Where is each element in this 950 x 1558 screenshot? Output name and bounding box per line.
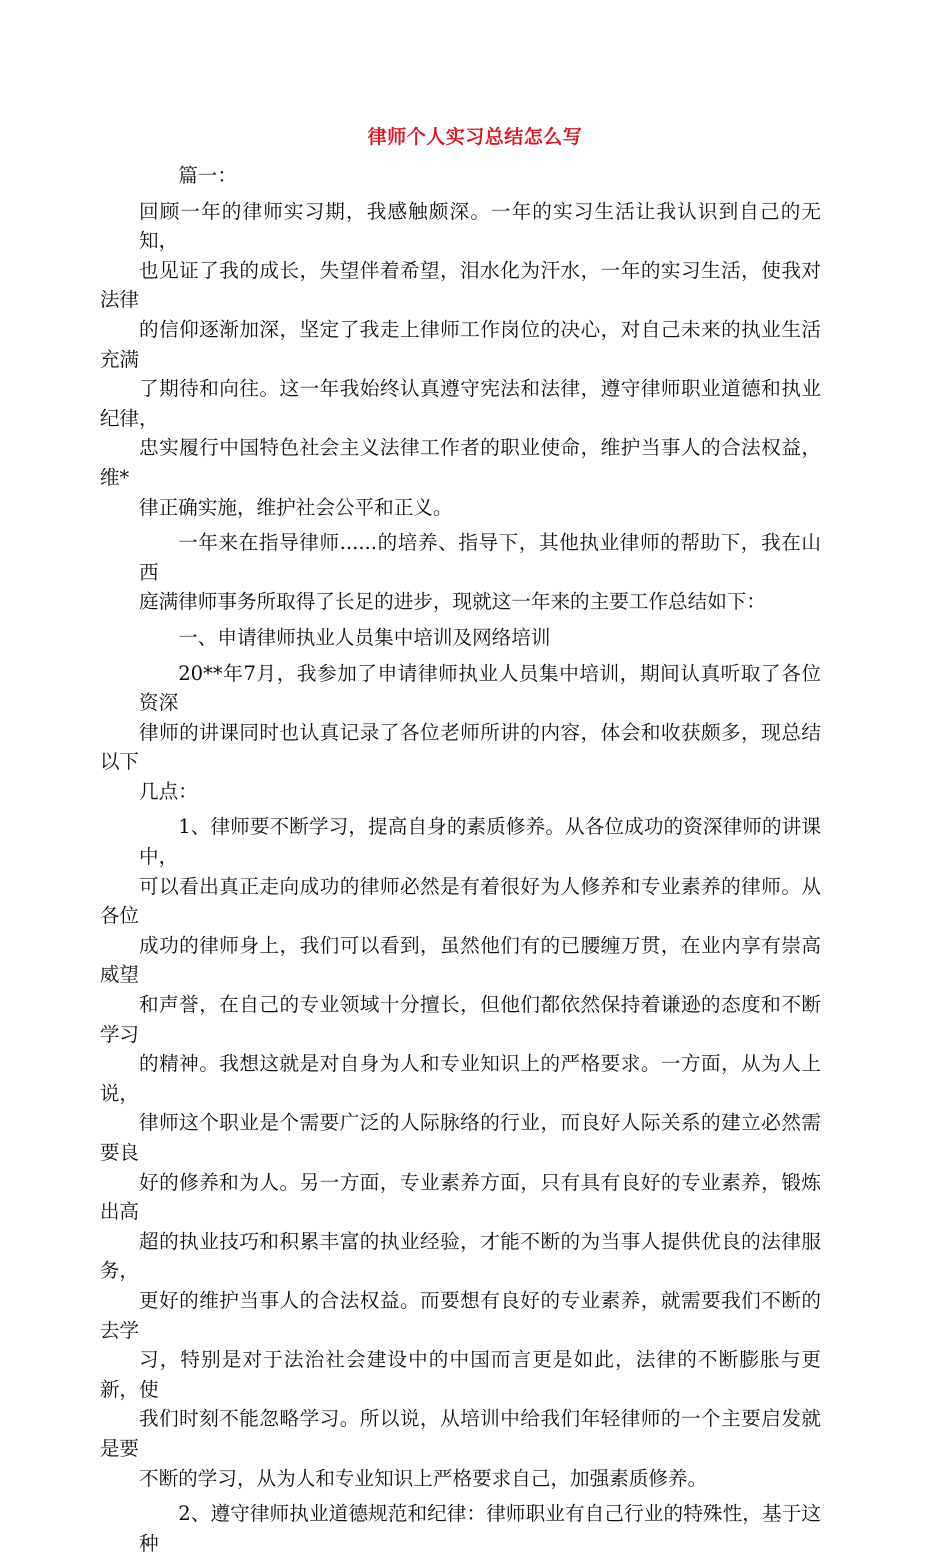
paragraph-5 bbox=[139, 1499, 821, 1558]
paragraph-4-line: 不断的学习，从为人和专业知识上严格要求自己，加强素质修养。 bbox=[139, 1466, 708, 1490]
paragraph-2 bbox=[139, 528, 821, 617]
paragraph-4-line: 成功的律师身上，我们可以看到，虽然他们有的已腰缠万贯，在业内享有崇高威望 bbox=[99, 933, 821, 987]
paragraph-4-line: 我们时刻不能忽略学习。所以说，从培训中给我们年轻律师的一个主要启发就是要 bbox=[99, 1407, 821, 1460]
document-title: 律师个人实习总结怎么写 bbox=[367, 126, 583, 148]
paragraph-3 bbox=[99, 659, 821, 807]
paragraph-4-line: 好的修养和为人。另一方面，专业素养方面，只有具有良好的专业素养，锻炼出高 bbox=[99, 1170, 821, 1224]
paragraph-1-line: 回顾一年的律师实习期，我感触颇深。一年的实习生活让我认识到自己的无知， bbox=[139, 199, 821, 253]
paragraph-4-line: 的精神。我想这就是对自身为人和专业知识上的严格要求。一方面，从为人上说， bbox=[99, 1052, 821, 1105]
paragraph-4-line: 律师这个职业是个需要广泛的人际脉络的行业，而良好人际关系的建立必然需要良 bbox=[99, 1111, 821, 1164]
paragraph-1-line: 了期待和向往。这一年我始终认真遵守宪法和法律，遵守律师职业道德和执业纪律， bbox=[99, 377, 821, 430]
section-1-heading: 一、申请律师执业人员集中培训及网络培训 bbox=[178, 625, 551, 649]
paragraph-4-line: 习，特别是对于法治社会建设中的中国而言更是如此，法律的不断膨胀与更新，使 bbox=[99, 1348, 821, 1401]
paragraph-3-line: 20**年7月，我参加了申请律师执业人员集中培训，期间认真听取了各位资深 bbox=[139, 661, 821, 715]
document-body bbox=[99, 161, 821, 1558]
paragraph-4-line: 可以看出真正走向成功的律师必然是有着很好为人修养和专业素养的律师。从各位 bbox=[99, 874, 821, 928]
paragraph-4-line: 1、律师要不断学习，提高自身的素质修养。从各位成功的资深律师的讲课中， bbox=[139, 815, 821, 869]
paragraph-3-line: 律师的讲课同时也认真记录了各位老师所讲的内容，体会和收获颇多，现总结以下 bbox=[99, 720, 821, 774]
paragraph-4-line: 和声誉，在自己的专业领域十分擅长，但他们都依然保持着谦逊的态度和不断学习 bbox=[99, 993, 821, 1046]
paragraph-2-line: 一年来在指导律师......的培养、指导下，其他执业律师的帮助下，我在山西 bbox=[139, 531, 821, 584]
part-label: 篇一： bbox=[178, 164, 237, 187]
paragraph-4-line: 更好的维护当事人的合法权益。而要想有良好的专业素养，就需要我们不断的去学 bbox=[99, 1288, 821, 1342]
paragraph-4-line: 超的执业技巧和积累丰富的执业经验，才能不断的为当事人提供优良的法律服务， bbox=[99, 1229, 821, 1283]
paragraph-1-line: 忠实履行中国特色社会主义法律工作者的职业使命，维护当事人的合法权益，维* bbox=[99, 436, 821, 489]
paragraph-4 bbox=[99, 812, 821, 1493]
paragraph-3-line: 几点： bbox=[139, 779, 198, 803]
paragraph-2-line: 庭满律师事务所取得了长足的进步，现就这一年来的主要工作总结如下： bbox=[139, 590, 766, 614]
paragraph-5-line: 2、遵守律师执业道德规范和纪律：律师职业有自己行业的特殊性，基于这种 bbox=[139, 1502, 821, 1555]
paragraph-1-line: 律正确实施，维护社会公平和正义。 bbox=[139, 495, 453, 519]
paragraph-1 bbox=[99, 197, 821, 523]
paragraph-1-line: 也见证了我的成长，失望伴着希望，泪水化为汗水，一年的实习生活，使我对法律 bbox=[99, 258, 821, 312]
paragraph-1-line: 的信仰逐渐加深，坚定了我走上律师工作岗位的决心，对自己未来的执业生活充满 bbox=[99, 317, 821, 371]
